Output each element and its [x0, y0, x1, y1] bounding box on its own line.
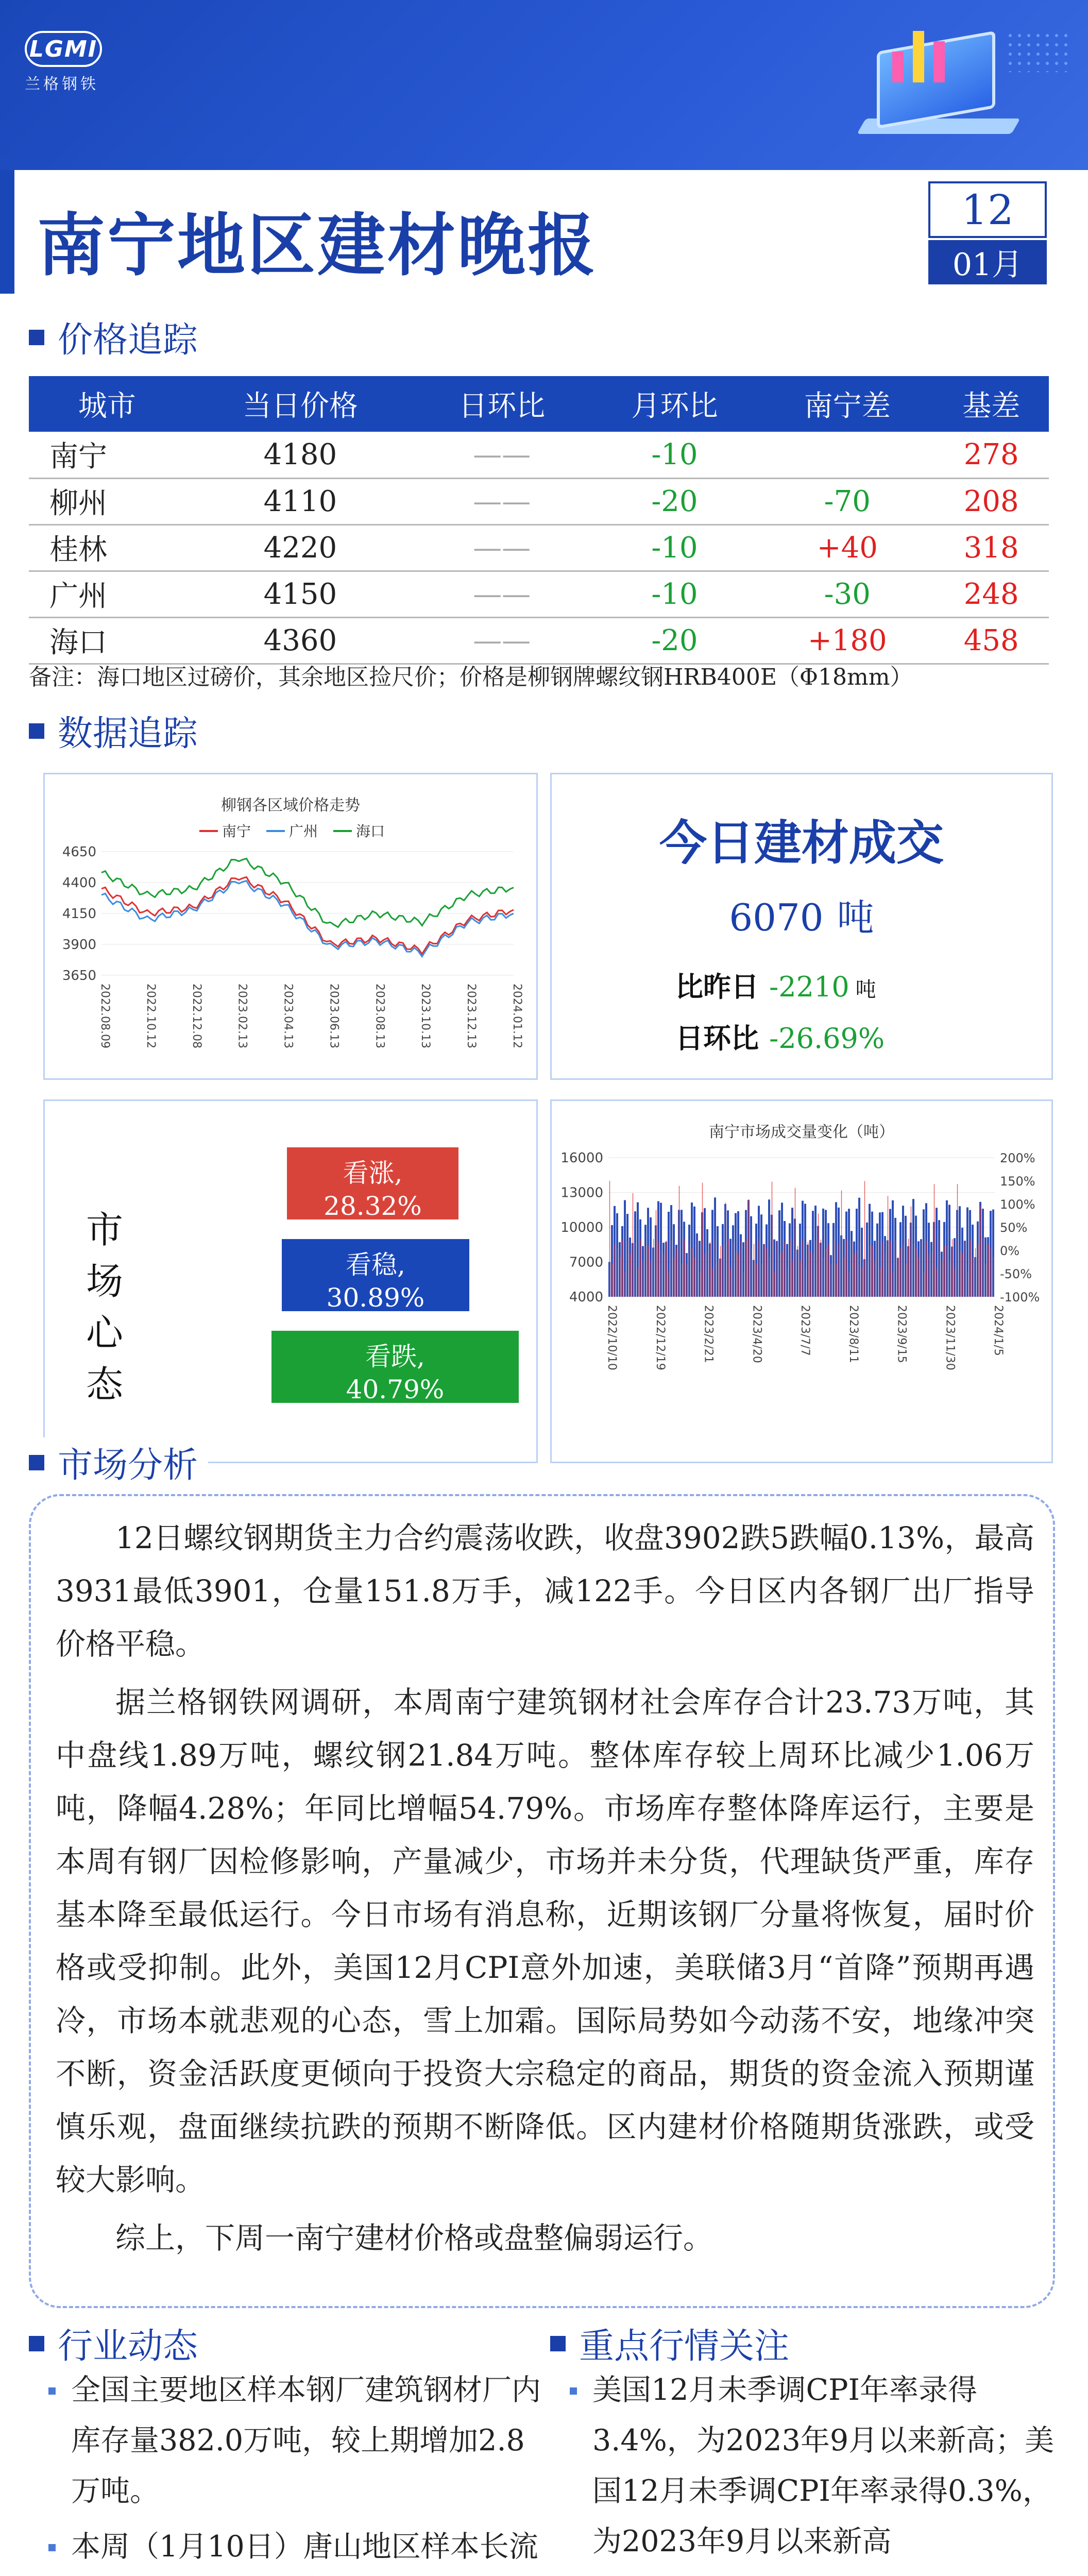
x-tick-label: 2024/1/5 — [992, 1305, 1005, 1356]
y2-tick-label: 0% — [1000, 1244, 1020, 1258]
cell-daily: —— — [415, 571, 588, 617]
table-header-row — [29, 376, 1049, 432]
sentiment-up-box: 看涨, 28.32% — [287, 1147, 458, 1219]
cell-daily: —— — [415, 524, 588, 571]
cell-price: 4110 — [185, 478, 415, 524]
cell-city: 海口 — [29, 617, 185, 664]
y-tick-label: 4000 — [569, 1290, 603, 1305]
date-badge — [928, 181, 1047, 284]
x-tick-label: 2022.12.08 — [190, 984, 203, 1048]
y-tick-label: 4650 — [62, 844, 96, 860]
y-tick-label: 7000 — [569, 1255, 603, 1270]
x-tick-label: 2022/10/10 — [605, 1305, 618, 1370]
cell-daily: —— — [415, 432, 588, 478]
industry-section-heading: 行业动态 — [29, 2318, 198, 2368]
brand-logo — [25, 31, 138, 93]
list-item: 美国12月未季调CPI年率录得3.4%，为2023年9月以来新高；美国12月未季调CPI年率录得0.3%，为2023年9月以来新高 — [550, 2365, 1060, 2567]
dod-value: -26.69% — [769, 1022, 885, 1055]
cell-basis: 278 — [933, 432, 1049, 478]
volume-chart-card — [550, 1099, 1053, 1463]
cell-price: 4360 — [185, 617, 415, 664]
cell-basis: 208 — [933, 478, 1049, 524]
cell-monthly: -20 — [588, 478, 761, 524]
date-month: 01月 — [928, 240, 1047, 284]
x-tick-label: 2023.04.13 — [281, 984, 295, 1048]
y-tick-label: 10000 — [560, 1220, 603, 1235]
y-tick-label: 4400 — [62, 875, 96, 891]
cell-monthly: -20 — [588, 617, 761, 664]
volume-unit: 吨 — [837, 896, 874, 939]
cell-daily: —— — [415, 478, 588, 524]
y2-tick-label: -50% — [1000, 1267, 1032, 1281]
cell-diff: -70 — [761, 478, 933, 524]
cell-price: 4220 — [185, 524, 415, 571]
focus-column — [550, 2365, 1060, 2576]
col-header: 基差 — [933, 376, 1049, 432]
focus-list — [550, 2365, 1060, 2576]
cell-basis: 458 — [933, 617, 1049, 664]
series-line — [101, 877, 514, 954]
analysis-section-heading: 市场分析 — [29, 1437, 208, 1487]
x-tick-label: 2023.08.13 — [373, 984, 386, 1048]
col-header: 当日价格 — [185, 376, 415, 432]
price-trend-chart — [45, 774, 536, 1078]
sentiment-flat-value: 30.89% — [326, 1283, 425, 1313]
price-table — [29, 376, 1049, 665]
content-panel — [0, 294, 1088, 2576]
sentiment-down-box: 看跌, 40.79% — [271, 1331, 519, 1403]
page-title: 南宁地区建材晚报 — [37, 206, 598, 285]
legend-label: 广州 — [289, 823, 318, 840]
logo-mark: LGMI — [25, 31, 102, 67]
industry-column — [29, 2365, 544, 2576]
header-banner — [0, 0, 1088, 170]
sentiment-down-value: 40.79% — [346, 1375, 445, 1404]
y-tick-label: 3650 — [62, 968, 96, 984]
cell-basis: 318 — [933, 524, 1049, 571]
y2-tick-label: 150% — [1000, 1174, 1035, 1189]
volume-chart — [552, 1101, 1051, 1462]
cell-city: 南宁 — [29, 432, 185, 478]
volume-number: 6070 — [729, 896, 824, 939]
square-bullet-icon — [29, 2336, 44, 2351]
price-trend-chart-card — [43, 773, 538, 1080]
series-line — [101, 881, 514, 957]
today-volume — [552, 888, 1051, 941]
x-tick-label: 2023/4/20 — [750, 1305, 763, 1363]
x-tick-label: 2022.08.09 — [98, 984, 111, 1048]
cell-diff: +180 — [761, 617, 933, 664]
x-tick-label: 2023/7/7 — [798, 1305, 811, 1356]
col-header: 城市 — [29, 376, 185, 432]
cell-city: 广州 — [29, 571, 185, 617]
analysis-box — [29, 1494, 1055, 2308]
x-tick-label: 2023.12.13 — [465, 984, 478, 1048]
dod-label: 日环比 — [675, 1022, 759, 1055]
focus-section-heading: 重点行情关注 — [550, 2318, 789, 2368]
list-item: 全国主要地区样本钢厂建筑钢材厂内库存量382.0万吨，较上期增加2.8万吨。 — [29, 2365, 544, 2516]
chart-title: 柳钢各区域价格走势 — [221, 796, 360, 815]
price-note: 备注：海口地区过磅价，其余地区捡尺价；价格是柳钢牌螺纹钢HRB400E（Φ18mm） — [29, 664, 913, 690]
col-header: 日环比 — [415, 376, 588, 432]
vs-yesterday-row — [675, 965, 876, 1005]
table-row — [29, 524, 1049, 571]
square-bullet-icon — [29, 1455, 44, 1470]
x-tick-label: 2023/11/30 — [943, 1305, 957, 1370]
col-header: 月环比 — [588, 376, 761, 432]
legend-label: 南宁 — [222, 823, 251, 840]
x-tick-label: 2023.02.13 — [235, 984, 249, 1048]
vs-yesterday-label: 比昨日 — [675, 970, 759, 1003]
cell-diff: +40 — [761, 524, 933, 571]
square-bullet-icon — [29, 330, 44, 345]
cell-monthly: -10 — [588, 432, 761, 478]
col-header: 南宁差 — [761, 376, 933, 432]
price-section-heading: 价格追踪 — [29, 312, 198, 362]
y2-tick-label: 100% — [1000, 1197, 1035, 1212]
x-tick-label: 2023/8/11 — [846, 1305, 860, 1363]
analysis-paragraph: 据兰格钢铁网调研，本周南宁建筑钢材社会库存合计23.73万吨，其中盘线1.89万吨，螺纹钢21.84万吨。整体库存较上周环比减少1.06万吨，降幅4.28%；年同比增幅54.79%。市场库存整体降库运行，主要是本周有钢厂因检修影响，产量减少，市场并未分货，代理缺货严重，库存基本降至最低运行。今日市场有消息称，近期该钢厂分量将恢复，届时价格或受抑制。此外，美国12月CPI意外加速，美联储3月“首降”预期再遇冷，市场本就悲观的心态，雪上加霜。国际局势如今动荡不安，地缘冲突不断，资金活跃度更倾向于投资大宗稳定的商品，期货的资金流入预期谨慎乐观，盘面继续抗跌的预期不断降低。区内建材价格随期货涨跌，或受较大影响。 — [56, 1685, 1034, 2197]
industry-list — [29, 2365, 544, 2576]
today-title: 今日建材成交 — [659, 815, 944, 871]
table-row — [29, 571, 1049, 617]
x-tick-label: 2023.10.13 — [419, 984, 432, 1048]
vs-yesterday-unit: 吨 — [855, 978, 876, 1002]
list-item: 本周（1月10日）唐山地区样本长流 — [29, 2521, 544, 2576]
y-tick-label: 3900 — [62, 937, 96, 953]
y-tick-label: 16000 — [560, 1150, 603, 1166]
title-bar — [0, 170, 1088, 294]
y-tick-label: 13000 — [560, 1185, 603, 1201]
y2-tick-label: 200% — [1000, 1151, 1035, 1165]
data-section-heading: 数据追踪 — [29, 706, 198, 756]
x-tick-label: 2023/2/21 — [702, 1305, 715, 1363]
cell-diff: -30 — [761, 571, 933, 617]
y-tick-label: 4150 — [62, 906, 96, 922]
computer-illustration-icon — [856, 26, 1026, 144]
x-tick-label: 2022.10.12 — [144, 984, 157, 1048]
vs-yesterday-value: -2210 — [769, 971, 849, 1003]
analysis-paragraph: 综上，下周一南宁建材价格或盘整偏弱运行。 — [115, 2221, 713, 2256]
series-line — [101, 858, 514, 927]
chart-title: 南宁市场成交量变化（吨） — [709, 1123, 894, 1141]
square-bullet-icon — [29, 723, 44, 739]
cell-city: 桂林 — [29, 524, 185, 571]
analysis-paragraph: 12日螺纹钢期货主力合约震荡收跌，收盘3902跌5跌幅0.13%，最高3931最低3901，仓量151.8万手，减122手。今日区内各钢厂出厂指导价格平稳。 — [56, 1520, 1034, 1662]
date-day: 12 — [928, 181, 1047, 238]
cell-monthly: -10 — [588, 524, 761, 571]
table-row — [29, 432, 1049, 478]
cell-diff — [761, 432, 933, 478]
sentiment-flat-box: 看稳, 30.89% — [282, 1239, 469, 1311]
y2-tick-label: 50% — [1000, 1221, 1028, 1235]
dod-row — [675, 1016, 885, 1056]
table-row — [29, 478, 1049, 524]
legend-label: 海口 — [356, 823, 385, 840]
cell-price: 4180 — [185, 432, 415, 478]
x-tick-label: 2022/12/19 — [653, 1305, 667, 1370]
sentiment-up-value: 28.32% — [324, 1191, 422, 1221]
logo-text: 兰格钢铁 — [25, 75, 99, 93]
sentiment-label: 市场心态 — [86, 1208, 124, 1406]
x-tick-label: 2024.01.12 — [511, 984, 523, 1048]
square-bullet-icon — [550, 2336, 566, 2351]
cell-basis: 248 — [933, 571, 1049, 617]
y2-tick-label: -100% — [1000, 1290, 1040, 1304]
market-sentiment-card — [43, 1099, 538, 1463]
table-row — [29, 617, 1049, 664]
cell-city: 柳州 — [29, 478, 185, 524]
x-tick-label: 2023/9/15 — [895, 1305, 908, 1363]
list-item — [550, 2572, 1060, 2576]
cell-daily: —— — [415, 617, 588, 664]
today-volume-card — [550, 773, 1053, 1080]
cell-monthly: -10 — [588, 571, 761, 617]
x-tick-label: 2023.06.13 — [327, 984, 341, 1048]
cell-price: 4150 — [185, 571, 415, 617]
